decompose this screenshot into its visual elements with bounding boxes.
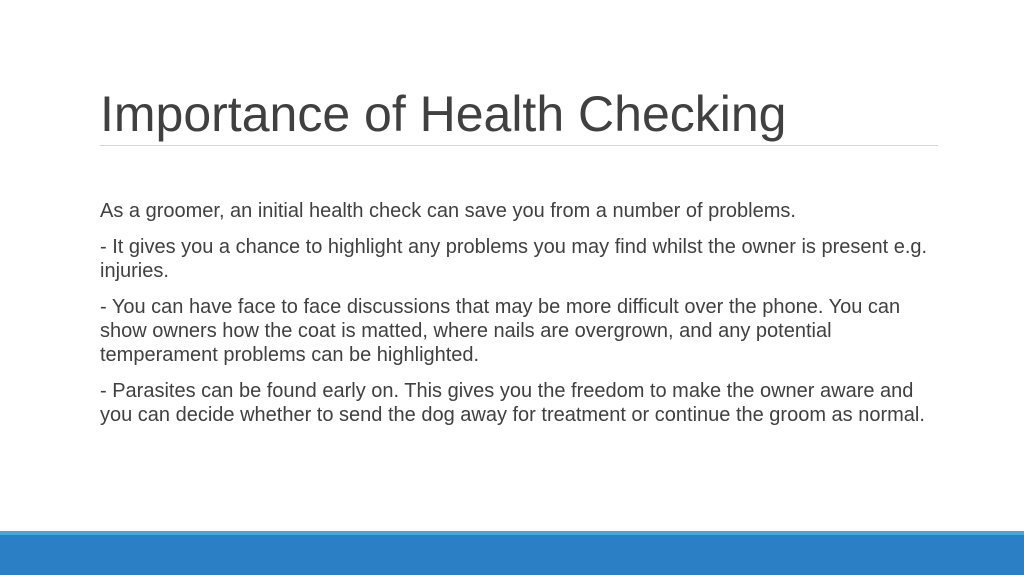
slide-title: Importance of Health Checking [100, 86, 787, 142]
slide-body [100, 199, 940, 439]
body-paragraph-owner-present: - It gives you a chance to highlight any problems you may find whilst the owner is present e.g. injuries. [100, 236, 928, 282]
body-paragraph-parasites: - Parasites can be found early on. This gives you the freedom to make the owner aware and you can decide whether to send the dog away for treatment or continue the groom as normal. [100, 380, 925, 426]
title-divider [100, 145, 938, 146]
body-paragraph-face-to-face: - You can have face to face discussions that may be more difficult over the phone. You can show owners how the coat is matted, where nails are overgrown, and any potential temperament problems can be highlighted. [100, 296, 901, 366]
body-paragraph-intro: As a groomer, an initial health check can save you from a number of problems. [100, 200, 796, 222]
footer-bar [0, 535, 1024, 575]
